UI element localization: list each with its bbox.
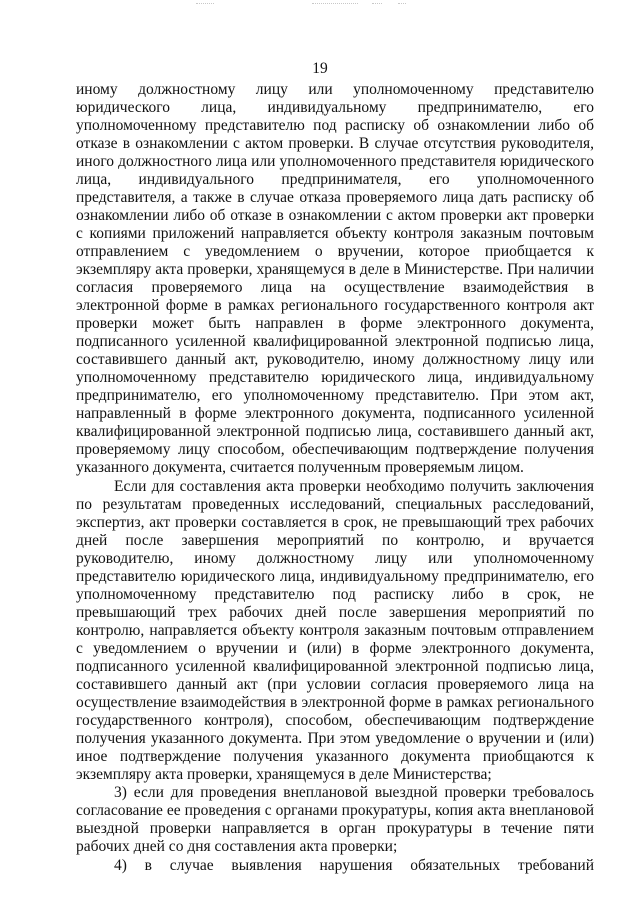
paragraph: иному должностному лицу или уполномоченному представителю юридического лица, индивидуальному предпринимателю, его уполномоченному представителю под расписку об ознакомлении либо об отказе в ознакомлении с актом проверки. В случае отсутствия руководителя, иного должностного лица или уполномоченного представителя юридического лица, индивидуального предпринимателя, его уполномоченного представителя, а также в случае отказа проверяемого лица дать расписку об ознакомлении либо об отказе в ознакомлении с актом проверки акт проверки с копиями приложений направляется объекту контроля заказным почтовым отправлением с уведомлением о вручении, которое приобщается к экземпляру акта проверки, хранящемуся в деле в Министерстве. При наличии согласия проверяемого лица на осуществление взаимодействия в электронной форме в рамках регионального государственного контроля акт проверки может быть направлен в форме электронного документа, подписанного усиленной квалифицированной электронной подписью лица, составившего данный акт, руководителю, иному должностному лицу или уполномоченному представителю юридического лица, индивидуальному предпринимателю, его уполномоченному представителю. При этом акт, направленный в форме электронного документа, подписанного усиленной квалифицированной электронной подписью лица, составившего данный акт, проверяемому лицу способом, обеспечивающим подтверждение получения указанного документа, считается полученным проверяемым лицом. <box>76 80 594 477</box>
document-body <box>76 81 594 875</box>
list-item: 4) в случае выявления нарушения обязательных требований <box>114 856 594 874</box>
list-item: 3) если для проведения внеплановой выездной проверки требовалось согласование ее проведения с органами прокуратуры, копия акта внеплановой выездной проверки направляется в орган прокуратуры в течение пяти рабочих дней со дня составления акта проверки; <box>76 784 594 856</box>
scan-artifact <box>398 3 406 6</box>
scan-artifact <box>196 3 214 6</box>
page-number: 19 <box>312 60 328 77</box>
scan-artifact <box>312 3 358 6</box>
paragraph: Если для составления акта проверки необходимо получить заключения по результатам проведенных исследований, специальных расследований, экспертиз, акт проверки составляется в срок, не превышающий трех рабочих дней после завершения мероприятий по контролю, и вручается руководителю, иному должностному лицу или уполномоченному представителю юридического лица, индивидуальному предпринимателю, его уполномоченному представителю под расписку либо в срок, не превышающий трех рабочих дней после завершения мероприятий по контролю, направляется объекту контроля заказным почтовым отправлением с уведомлением о вручении и (или) в форме электронного документа, подписанного усиленной квалифицированной электронной подписью лица, составившего данный акт (при условии согласия проверяемого лица на осуществление взаимодействия в электронной форме в рамках регионального государственного контроля), способом, обеспечивающим подтверждение получения указанного документа. При этом уведомление о вручении и (или) иное подтверждение получения указанного документа приобщаются к экземпляру акта проверки, хранящемуся в деле Министерства; <box>76 477 594 784</box>
scan-artifact <box>372 3 382 6</box>
